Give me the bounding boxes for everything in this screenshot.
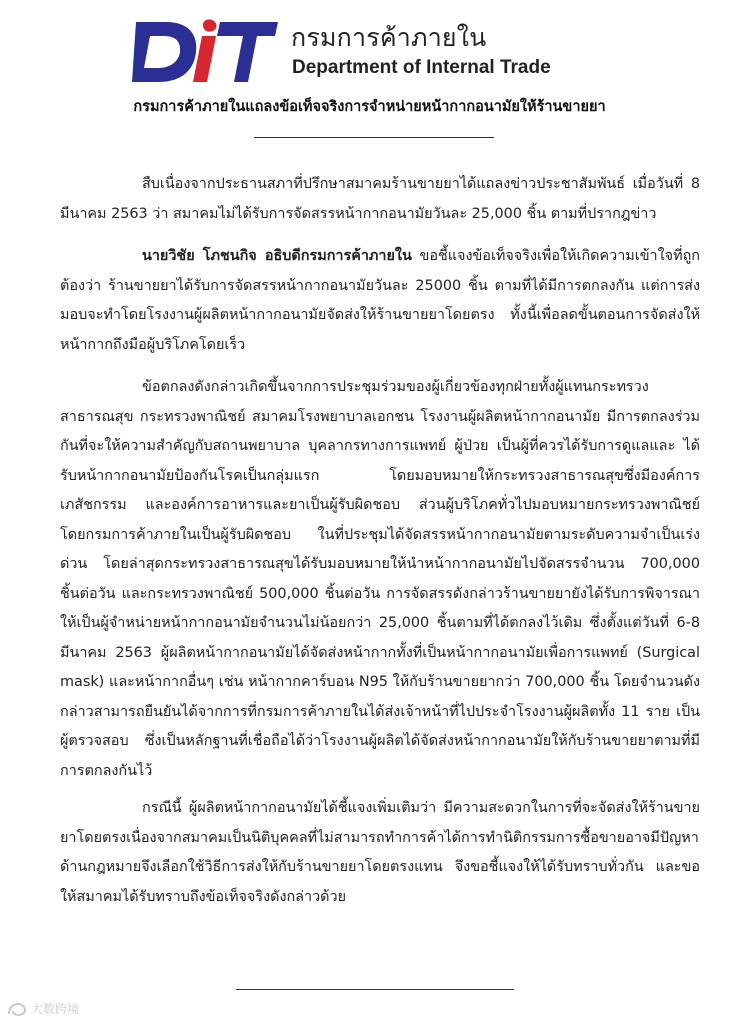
document-headline: กรมการค้าภายในแถลงข้อเท็จจริงการจำหน่ายหน้ากากอนามัยให้ร้านขายยา [133, 99, 606, 115]
header [0, 0, 739, 100]
director-name: นายวิชัย โภชนกิจ อธิบดีกรมการค้าภายใน [142, 248, 412, 264]
paragraph-3: ข้อตกลงดังกล่าวเกิดขึ้นจากการประชุมร่วมของผู้เกี่ยวข้องทุกฝ่ายทั้งผู้แทนกระทรวงสาธารณสุข กระทรวงพาณิชย์ สมาคมโรงพยาบาลเอกชน โรงงานผู้ผลิตหน้ากากอนามัย มีการตกลงร่วมกันที่จะให้ความสำคัญกับสถานพยาบาล บุคลากรทางการแพทย์ ผู้ป่วย เป็นผู้ที่ควรได้รับการดูแลและ ได้รับหน้ากากอนามัยป้องกันโรคเป็นกลุ่มแรก โดยมอบหมายให้กระทรวงสาธารณสุขซึ่งมีองค์การเภสัชกรรม และองค์การอาหารและยาเป็นผู้รับผิดชอบ ส่วนผู้บริโภคทั่วไปมอบหมายกระทรวงพาณิชย์ โดยกรมการค้าภายในเป็นผู้รับผิดชอบ ในที่ประชุมได้จัดสรรหน้ากากอนามัยตามระดับความจำเป็นเร่งด่วน โดยล่าสุดกระทรวงสาธารณสุขได้รับมอบหมายให้นำหน้ากากอนามัยไปจัดสรรจำนวน 700,000 ชิ้นต่อวัน และกระทรวงพาณิชย์ 500,000 ชิ้นต่อวัน การจัดสรรดังกล่าวร้านขายยายังได้รับการพิจารณาให้เป็นผู้จำหน่ายหน้ากากอนามัยจำนวนไม่น้อยกว่า 25,000 ชิ้นตามที่ได้ตกลงไว้เดิม ซึ่งตั้งแต่วันที่ 6-8 มีนาคม 2563 ผู้ผลิตหน้ากากอนามัยได้จัดส่งหน้ากากทั้งที่เป็นหน้ากากอนามัยเพื่อการแพทย์ (Surgical mask) และหน้ากากอื่นๆ เช่น หน้ากากคาร์บอน N95 ให้กับร้านขายยากว่า 700,000 ชิ้น โดยจำนวนดังกล่าวสามารถยืนยันได้จากการที่กรมการค้าภายในได้ส่งเจ้าหน้าที่ไปประจำโรงงานผู้ผลิตทั้ง 11 ราย เป็นผู้ตรวจสอบ ซึ่งเป็นหลักฐานที่เชื่อถือได้ว่าโรงงานผู้ผลิตได้จัดส่งหน้ากากอนามัยให้กับร้านขายยาตามที่มีการตกลงกันไว้ [60, 379, 700, 779]
document-body [60, 170, 700, 925]
watermark-text: 大数跨境 [31, 1002, 80, 1016]
paragraph-1: สืบเนื่องจากประธานสภาที่ปรึกษาสมาคมร้านขายยาได้แถลงข่าวประชาสัมพันธ์ เมื่อวันที่ 8 มีนาคม 2563 ว่า สมาคมไม่ได้รับการจัดสรรหน้ากากอนามัยวันละ 25,000 ชิ้น ตามที่ปรากฎข่าว [60, 176, 700, 222]
closing-rule [236, 989, 514, 990]
org-name-thai: กรมการค้าภายใน [291, 23, 487, 52]
paragraph-2-text: ขอชี้แจงข้อเท็จจริงเพื่อให้เกิดความเข้าใจที่ถูกต้องว่า ร้านขายยาได้รับการจัดสรรหน้ากากอนามัยวันละ 25000 ชิ้น ตามที่ได้มีการตกลงกัน แต่การส่งมอบจะทำโดยโรงงานผู้ผลิตหน้ากากอนามัยจัดส่งให้ร้านขายยาโดยตรง ทั้งนี้เพื่อลดขั้นตอนการจัดส่งให้หน้ากากถึงมือผู้บริโภคโดยเร็ว [60, 248, 700, 353]
paragraph-2 [60, 242, 700, 360]
watermark [6, 1000, 79, 1018]
headline-underline [254, 137, 494, 138]
org-name-english: Department of Internal Trade [292, 57, 551, 78]
watermark-logo-icon [6, 1002, 28, 1018]
dit-logo [132, 16, 280, 88]
paragraph-4: กรณีนี้ ผู้ผลิตหน้ากากอนามัยได้ชี้แจงเพิ่มเติมว่า มีความสะดวกในการที่จะจัดส่งให้ร้านขายยาโดยตรงเนื่องจากสมาคมเป็นนิติบุคคลที่ไม่สามารถทำการค้าได้การทำนิติกรรมการซื้อขายอาจมีปัญหาด้านกฎหมายจึงเลือกใช้วิธีการส่งให้กับร้านขายยาโดยตรงแทน จึงขอชี้แจงให้ได้รับทราบทั่วกัน และขอให้สมาคมได้รับทราบถึงข้อเท็จจริงดังกล่าวด้วย [60, 800, 700, 905]
